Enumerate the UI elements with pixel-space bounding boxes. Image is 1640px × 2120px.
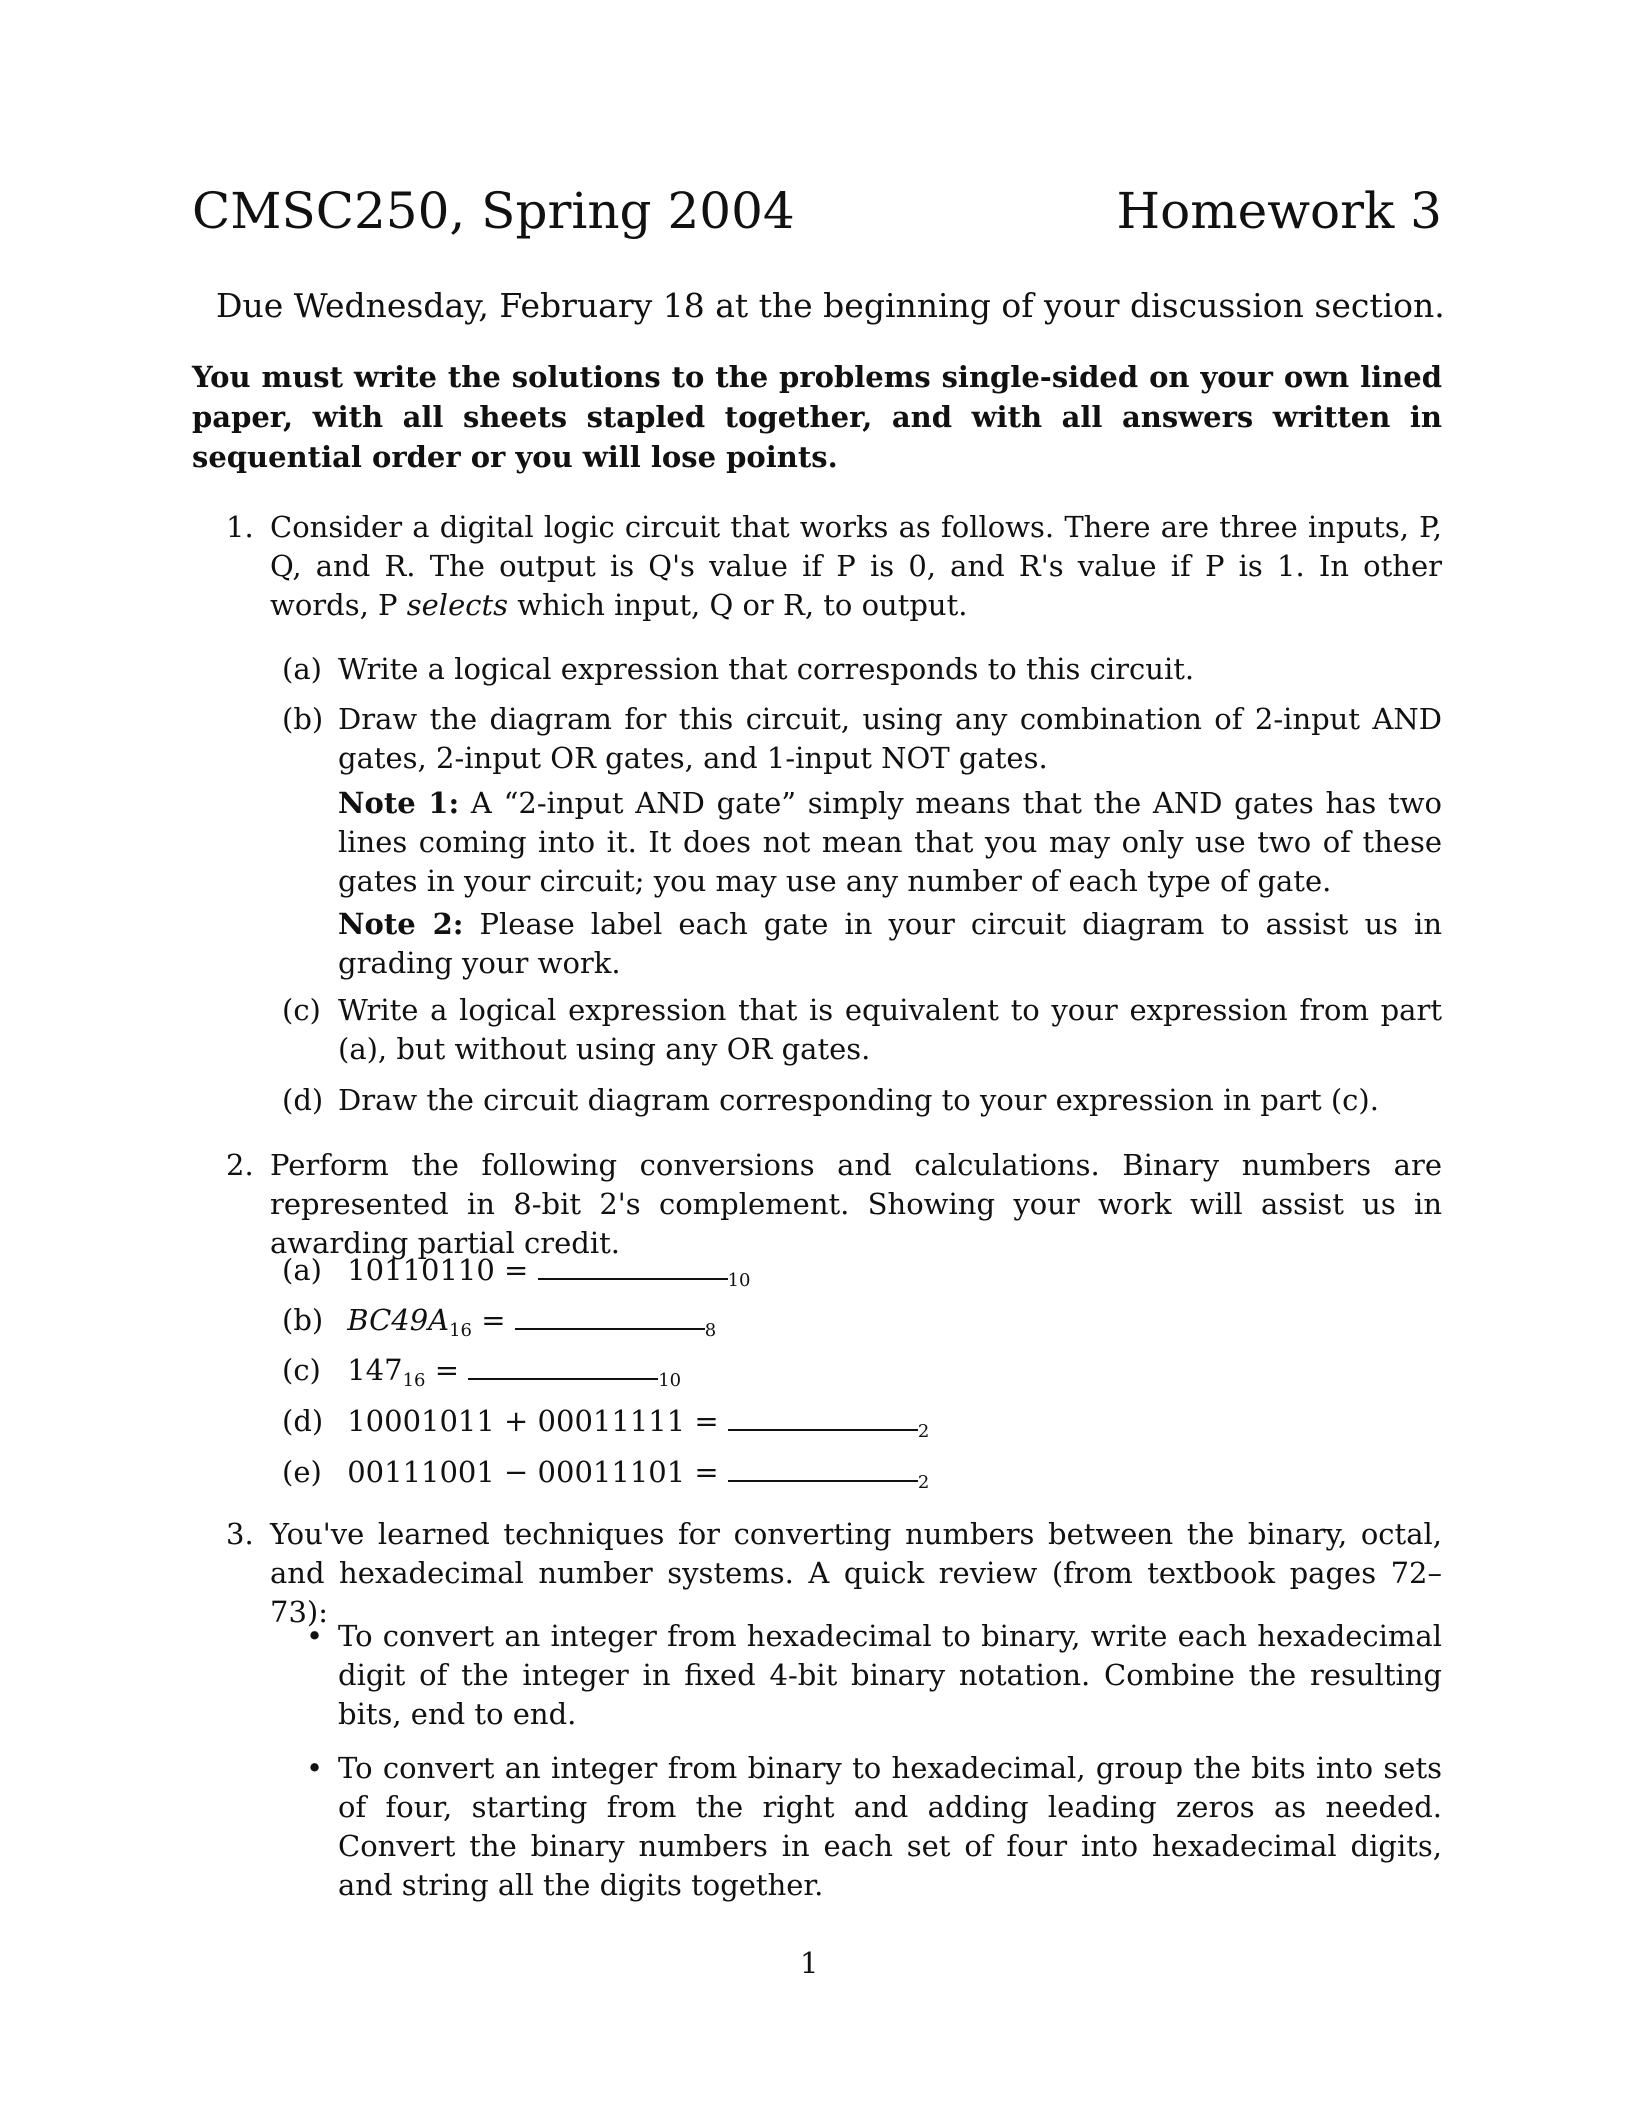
- due-date-line: Due Wednesday, February 18 at the beginning of your discussion section.: [216, 286, 1445, 325]
- bullet-2-dot: •: [306, 1751, 324, 1785]
- bullet-1-text: To convert an integer from hexadecimal to binary, write each hexadecimal digit of the integer in fixed 4-bit binary notation. Combine the resulting bits, end to end.: [338, 1619, 1442, 1731]
- conversion-d: [282, 1401, 929, 1441]
- page-header: [192, 182, 1442, 252]
- part-1a-label: (a): [282, 652, 322, 686]
- conversion-b-label: (b): [282, 1303, 324, 1337]
- note-1-label: Note 1:: [338, 786, 460, 820]
- conversion-e-label: (e): [282, 1455, 322, 1489]
- conversion-c-expression: 147: [347, 1353, 403, 1387]
- conversion-e-base: 2: [917, 1472, 930, 1493]
- note-2-text: Please label each gate in your circuit diagram to assist us in grading your work.: [338, 907, 1442, 980]
- conversion-e-expression: 00111001 − 00011101 =: [347, 1455, 719, 1489]
- conversion-b-expression-base: 16: [449, 1320, 473, 1341]
- part-1a-text: Write a logical expression that corresponds to this circuit.: [338, 652, 1195, 686]
- conversion-c: [282, 1350, 681, 1390]
- conversion-b-answer-blank[interactable]: [515, 1300, 705, 1330]
- conversion-b-equals: =: [472, 1303, 506, 1337]
- conversion-d-expression: 10001011 + 00011111 =: [347, 1404, 719, 1438]
- problem-1-text: [270, 508, 1442, 625]
- conversion-c-equals: =: [425, 1353, 460, 1387]
- note-1: [338, 784, 1442, 901]
- note-2: [338, 905, 1442, 983]
- problem-2-number: 2.: [226, 1148, 254, 1182]
- problem-1-text-before: Consider a digital logic circuit that works as follows. There are three inputs, P, Q, and R. The output is Q's value if P is 0, and R's value if P is 1. In other words, P: [270, 510, 1442, 622]
- problem-3-text: You've learned techniques for converting numbers between the binary, octal, and hexadecimal number systems. A quick review (from textbook pages 72–73):: [270, 1517, 1442, 1629]
- conversion-a: [282, 1250, 750, 1290]
- conversion-c-label: (c): [282, 1353, 321, 1387]
- conversion-e-answer-blank[interactable]: [728, 1452, 918, 1482]
- conversion-e: [282, 1452, 929, 1492]
- bullet-2-text: To convert an integer from binary to hexadecimal, group the bits into sets of four, starting from the right and adding leading zeros as needed. Convert the binary numbers in each set of four into hexadecimal digits, and string all the digits together.: [338, 1751, 1442, 1902]
- conversion-b-base: 8: [704, 1320, 717, 1341]
- problem-2-text: Perform the following conversions and calculations. Binary numbers are represented in 8-bit 2's complement. Showing your work will assist us in awarding partial credit.: [270, 1148, 1442, 1260]
- conversion-b: [282, 1300, 716, 1340]
- problem-3-number: 3.: [226, 1517, 254, 1551]
- assignment-title: Homework 3: [1116, 182, 1442, 240]
- conversion-d-label: (d): [282, 1404, 324, 1438]
- conversion-c-answer-blank[interactable]: [468, 1350, 658, 1380]
- problem-1-emphasis: selects: [406, 588, 509, 622]
- conversion-a-base: 10: [727, 1270, 751, 1291]
- conversion-b-expression: BC49A: [347, 1303, 450, 1337]
- note-2-label: Note 2:: [338, 907, 464, 941]
- part-1c-label: (c): [282, 993, 321, 1027]
- submission-warning: You must write the solutions to the problems single-sided on your own lined paper, with all sheets stapled together, and with all answers written in sequential order or you will lose points.: [192, 360, 1442, 474]
- part-1d-label: (d): [282, 1083, 324, 1117]
- page-number: 1: [800, 1946, 819, 1980]
- conversion-d-base: 2: [917, 1421, 930, 1442]
- note-1-text: A “2-input AND gate” simply means that the AND gates has two lines coming into it. It does not mean that you may only use two of these gates in your circuit; you may use any number of each type of gate.: [338, 786, 1442, 898]
- part-1b-text: Draw the diagram for this circuit, using any combination of 2-input AND gates, 2-input OR gates, and 1-input NOT gates.: [338, 702, 1442, 775]
- problem-1-number: 1.: [226, 510, 254, 544]
- conversion-a-expression: 10110110 =: [347, 1253, 529, 1287]
- part-1b-label: (b): [282, 702, 324, 736]
- conversion-c-expression-base: 16: [402, 1370, 426, 1391]
- conversion-a-label: (a): [282, 1253, 322, 1287]
- conversion-a-answer-blank[interactable]: [538, 1250, 728, 1280]
- conversion-c-base: 10: [658, 1370, 682, 1391]
- part-1d-text: Draw the circuit diagram corresponding to your expression in part (c).: [338, 1083, 1379, 1117]
- conversion-d-answer-blank[interactable]: [728, 1401, 918, 1431]
- problem-1-text-after: which input, Q or R, to output.: [508, 588, 968, 622]
- bullet-1-dot: •: [306, 1619, 324, 1653]
- part-1c-text: Write a logical expression that is equivalent to your expression from part (a), but without using any OR gates.: [338, 993, 1442, 1066]
- course-title: CMSC250, Spring 2004: [192, 182, 795, 240]
